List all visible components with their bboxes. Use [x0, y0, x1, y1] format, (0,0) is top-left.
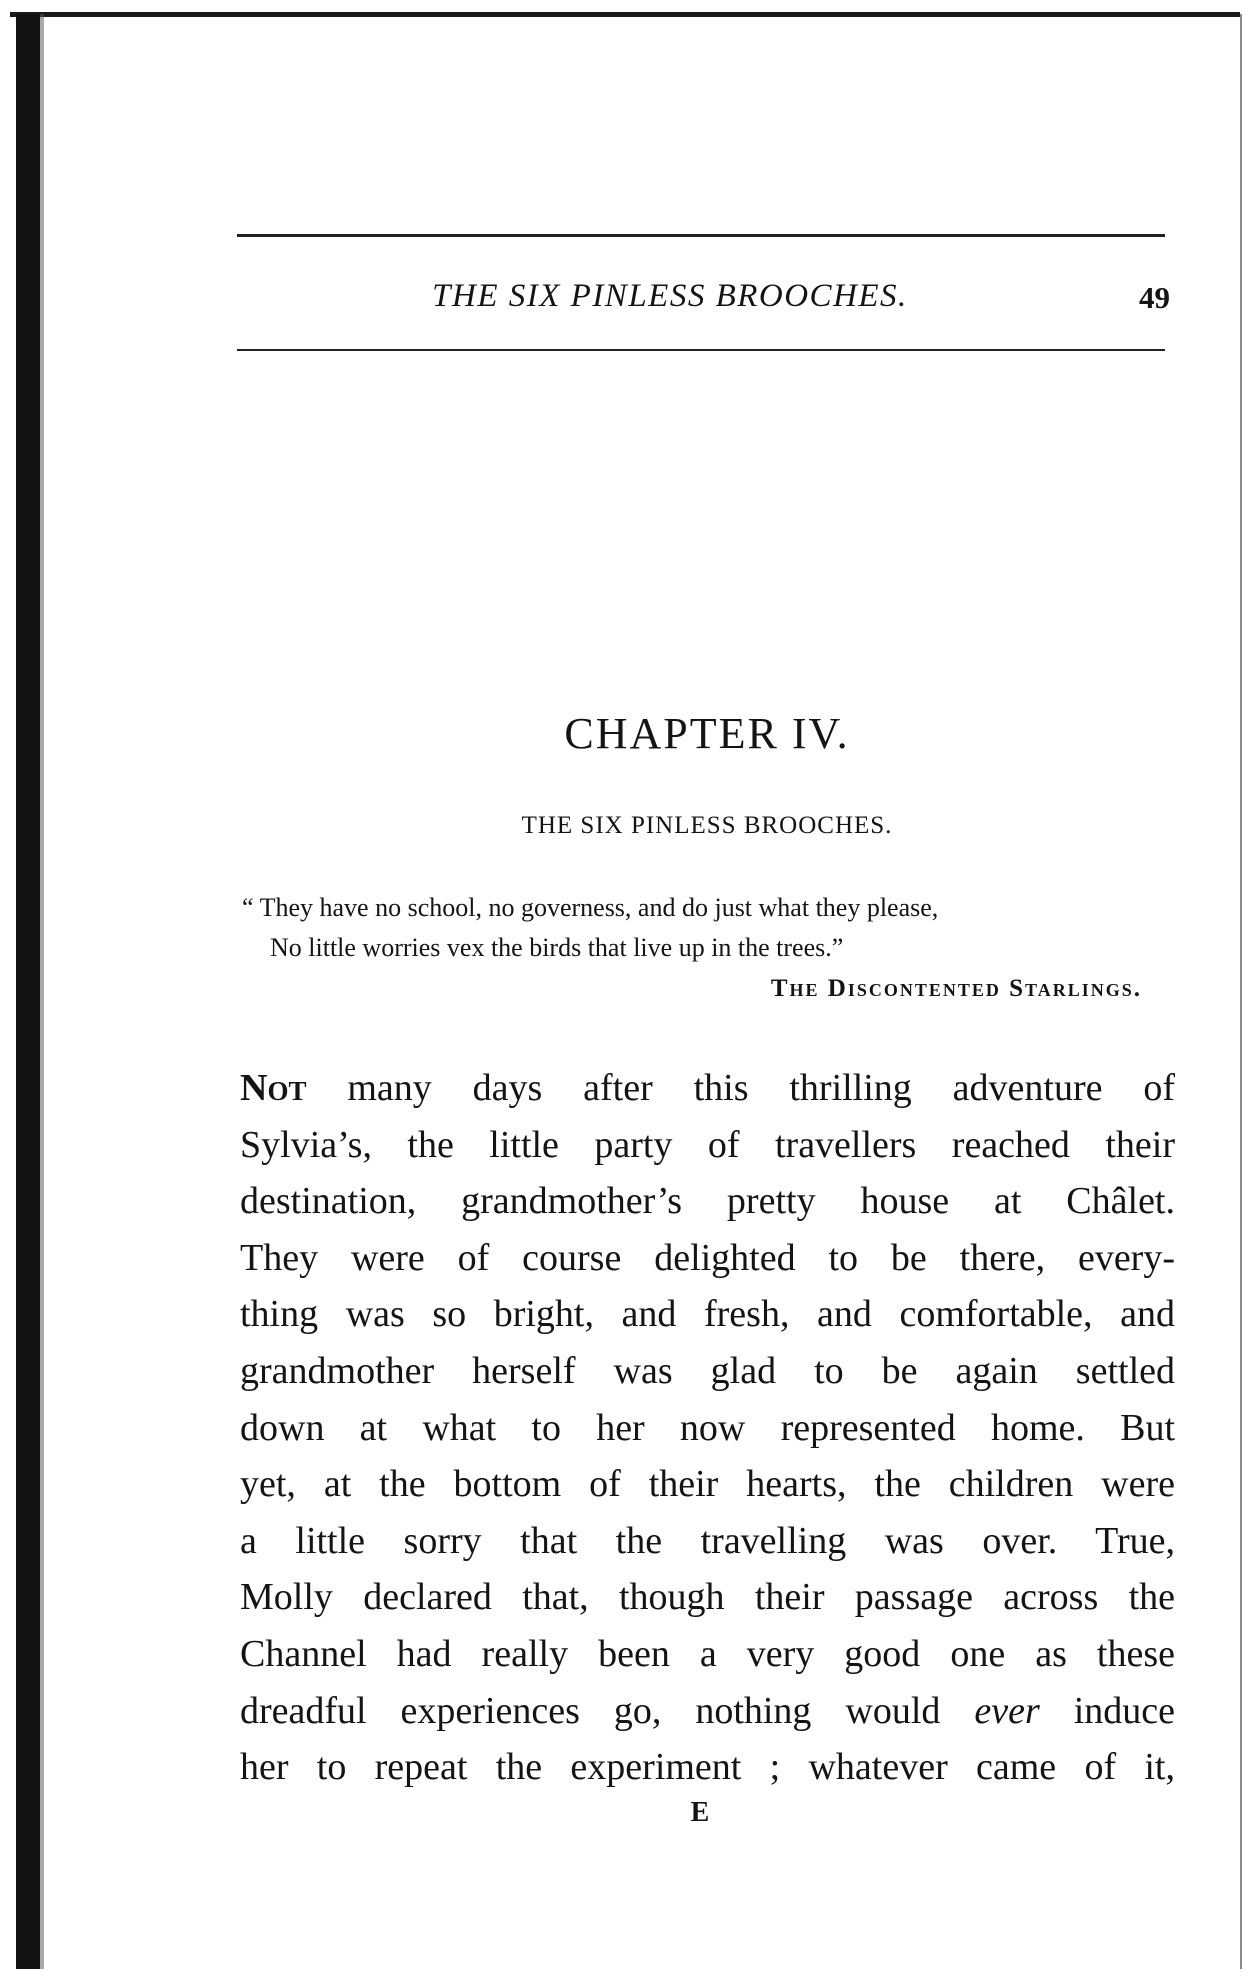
body-line: They were of course delighted to be there, every-	[240, 1236, 1175, 1279]
body-line: her to repeat the experiment ; whatever came of it,	[240, 1746, 1175, 1789]
body-line	[240, 1683, 1175, 1740]
body-line: destination, grandmother’s pretty house at Châlet.	[240, 1180, 1175, 1223]
body-text	[240, 1060, 1175, 1796]
signature-mark: E	[690, 1797, 710, 1828]
chapter-heading: CHAPTER IV.	[564, 709, 850, 758]
running-title: THE SIX PINLESS BROOCHES.	[432, 278, 908, 314]
body-line: Channel had really been a very good one as these	[240, 1632, 1175, 1675]
page-number: 49	[1139, 280, 1170, 315]
body-line: a little sorry that the travelling was over. True,	[240, 1519, 1175, 1562]
binding-shadow-inner	[40, 14, 44, 1969]
body-line: Molly declared that, though their passage across the	[240, 1576, 1175, 1619]
body-line-text: induce	[1039, 1689, 1176, 1732]
page-right-edge	[1240, 14, 1242, 1969]
body-line: down at what to her now represented home. But	[240, 1406, 1175, 1449]
lead-word: Not	[240, 1067, 307, 1109]
header-rule-top	[237, 234, 1165, 237]
epigraph-attribution: The Discontented Starlings.	[770, 975, 1142, 1002]
epigraph-line: No little worries vex the birds that live up in the trees.”	[270, 933, 844, 962]
epigraph-line: “ They have no school, no governess, and do just what they please,	[242, 893, 939, 922]
chapter-subtitle: THE SIX PINLESS BROOCHES.	[521, 812, 893, 839]
body-line: yet, at the bottom of their hearts, the children were	[240, 1463, 1175, 1506]
emphasis-word: ever	[974, 1689, 1040, 1732]
body-line	[240, 1060, 1175, 1117]
body-line-text: many days after this thrilling adventure of	[306, 1067, 1175, 1109]
header-rule-bottom	[237, 349, 1165, 351]
body-line: grandmother herself was glad to be again settled	[240, 1349, 1175, 1392]
epigraph	[242, 888, 1172, 1010]
page-top-edge	[10, 12, 1240, 17]
body-line: Sylvia’s, the little party of travellers reached their	[240, 1123, 1175, 1166]
body-line: thing was so bright, and fresh, and comfortable, and	[240, 1293, 1175, 1336]
binding-shadow	[16, 14, 40, 1969]
body-line-text: dreadful experiences go, nothing would	[240, 1689, 975, 1732]
